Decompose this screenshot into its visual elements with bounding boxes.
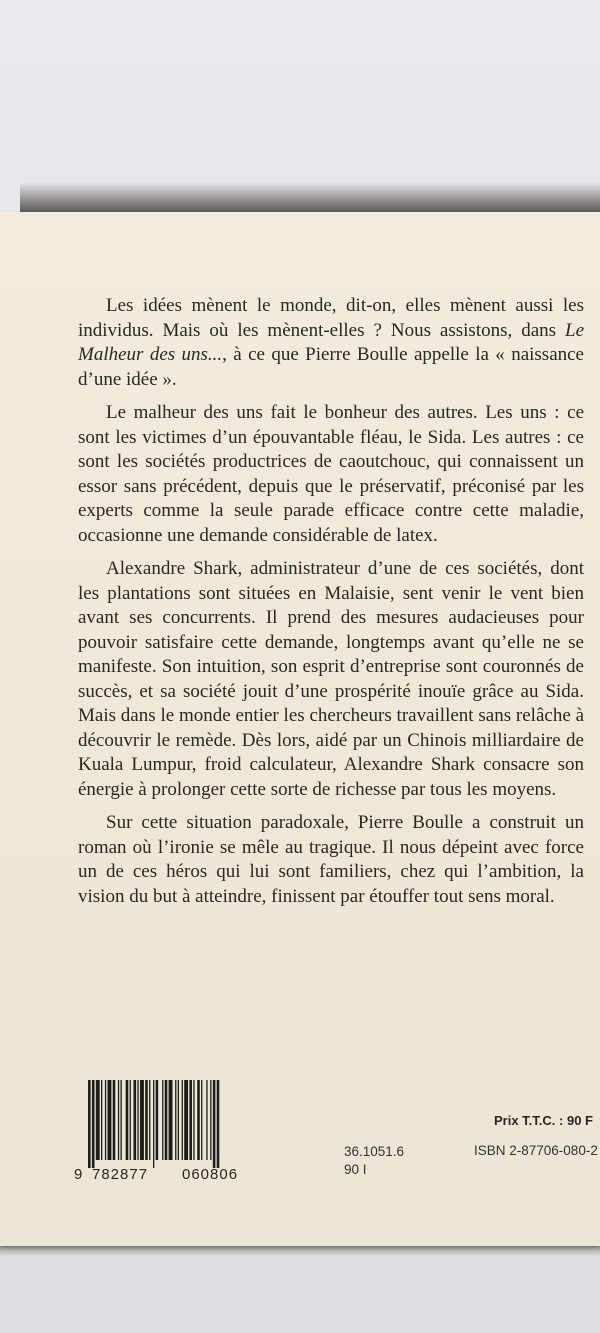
- barcode-bar: [121, 1080, 122, 1160]
- barcode-bars: [88, 1080, 256, 1168]
- code-line-1: 36.1051.6: [344, 1144, 405, 1159]
- barcode-bar: [162, 1080, 163, 1160]
- code-line-2: 90 I: [344, 1162, 367, 1177]
- barcode-bar: [153, 1080, 154, 1168]
- barcode-bar: [92, 1080, 95, 1168]
- barcode-bar: [105, 1080, 106, 1160]
- barcode-bar: [134, 1080, 137, 1160]
- barcode-bar: [156, 1080, 159, 1160]
- barcode-digits-group-1: 782877: [92, 1166, 149, 1183]
- barcode-lead-digit: 9: [74, 1166, 84, 1183]
- internal-codes: [344, 1143, 404, 1179]
- barcode-bar: [118, 1080, 119, 1160]
- barcode-bar: [193, 1080, 194, 1160]
- barcode-bar: [197, 1080, 200, 1160]
- blurb-paragraph-2: Le malheur des uns fait le bonheur des autres. Les uns : ce sont les victimes d’un épouvantable fléau, le Sida. Les autres : ce sont les sociétés productrices de caoutchouc, qui connaissent un essor sans précédent, depuis que le préservatif, préconisé par les experts comme la seule parade efficace contre cette maladie, occasionne une demande considérable de latex.: [78, 402, 584, 546]
- barcode-bar: [217, 1080, 220, 1168]
- barcode-bar: [213, 1080, 216, 1168]
- barcode-bar: [149, 1080, 150, 1160]
- barcode-bar: [145, 1080, 148, 1160]
- barcode-bar: [201, 1080, 202, 1160]
- barcode-bar: [140, 1080, 144, 1160]
- barcode-bar: [165, 1080, 168, 1160]
- barcode-bar: [189, 1080, 192, 1160]
- blurb-paragraph-3: Alexandre Shark, administrateur d’une de ces sociétés, dont les plantations sont situées en Malaisie, sent venir le vent bien avant ses concurrents. Il prend des mesures audacieuses pour pouvoir satisfaire cette demande, longtemps avant qu’elle ne se manifeste. Son intuition, son esprit d’entreprise sont couronnés de succès, et sa société jouit d’une prospérité inouïe grâce au Sida. Mais dans le monde entier les chercheurs travaillent sans relâche à découvrir le remède. Dès lors, aidé par un Chinois milliardaire de Kuala Lumpur, froid calculateur, Alexandre Shark consacre son énergie à prolonger cette sorte de richesse par tous les moyens.: [78, 558, 584, 800]
- back-cover-blurb: [78, 294, 584, 918]
- barcode-bar: [130, 1080, 131, 1160]
- barcode-bar: [182, 1080, 183, 1160]
- barcode: [88, 1080, 256, 1168]
- barcode-bar: [210, 1080, 211, 1160]
- barcode-bar: [175, 1080, 176, 1160]
- barcode-digits-group-2: 060806: [182, 1166, 239, 1183]
- barcode-bar: [88, 1080, 91, 1168]
- barcode-bar: [137, 1080, 138, 1160]
- barcode-bar: [126, 1080, 129, 1160]
- barcode-bar: [108, 1080, 112, 1160]
- book-title-italic: Le Malheur des uns...: [78, 319, 584, 365]
- barcode-bar: [101, 1080, 102, 1160]
- isbn-label: ISBN 2-87706-080-2: [474, 1143, 598, 1158]
- price-label: Prix T.T.C. : 90 F: [494, 1113, 593, 1128]
- barcode-bar: [178, 1080, 179, 1160]
- blurb-paragraph-1: Les idées mènent le monde, dit-on, elles mènent aussi les individus. Mais où les mènent-elles ? Nous assistons, dans Le Malheur des uns..., à ce que Pierre Boulle appelle la « naissance d’une idée ».: [78, 295, 584, 390]
- barcode-bar: [206, 1080, 207, 1160]
- barcode-bar: [184, 1080, 188, 1160]
- barcode-bar: [113, 1080, 116, 1160]
- barcode-bar: [96, 1080, 100, 1160]
- book-bottom-shadow: [0, 1246, 600, 1256]
- blurb-paragraph-4: Sur cette situation paradoxale, Pierre Boulle a construit un roman où l’ironie se mêle au tragique. Il nous dépeint avec force un de ces héros qui lui sont familiers, chez qui l’ambition, la vision du but à atteindre, finissent par étouffer tout sens moral.: [78, 812, 584, 907]
- barcode-bar: [169, 1080, 173, 1160]
